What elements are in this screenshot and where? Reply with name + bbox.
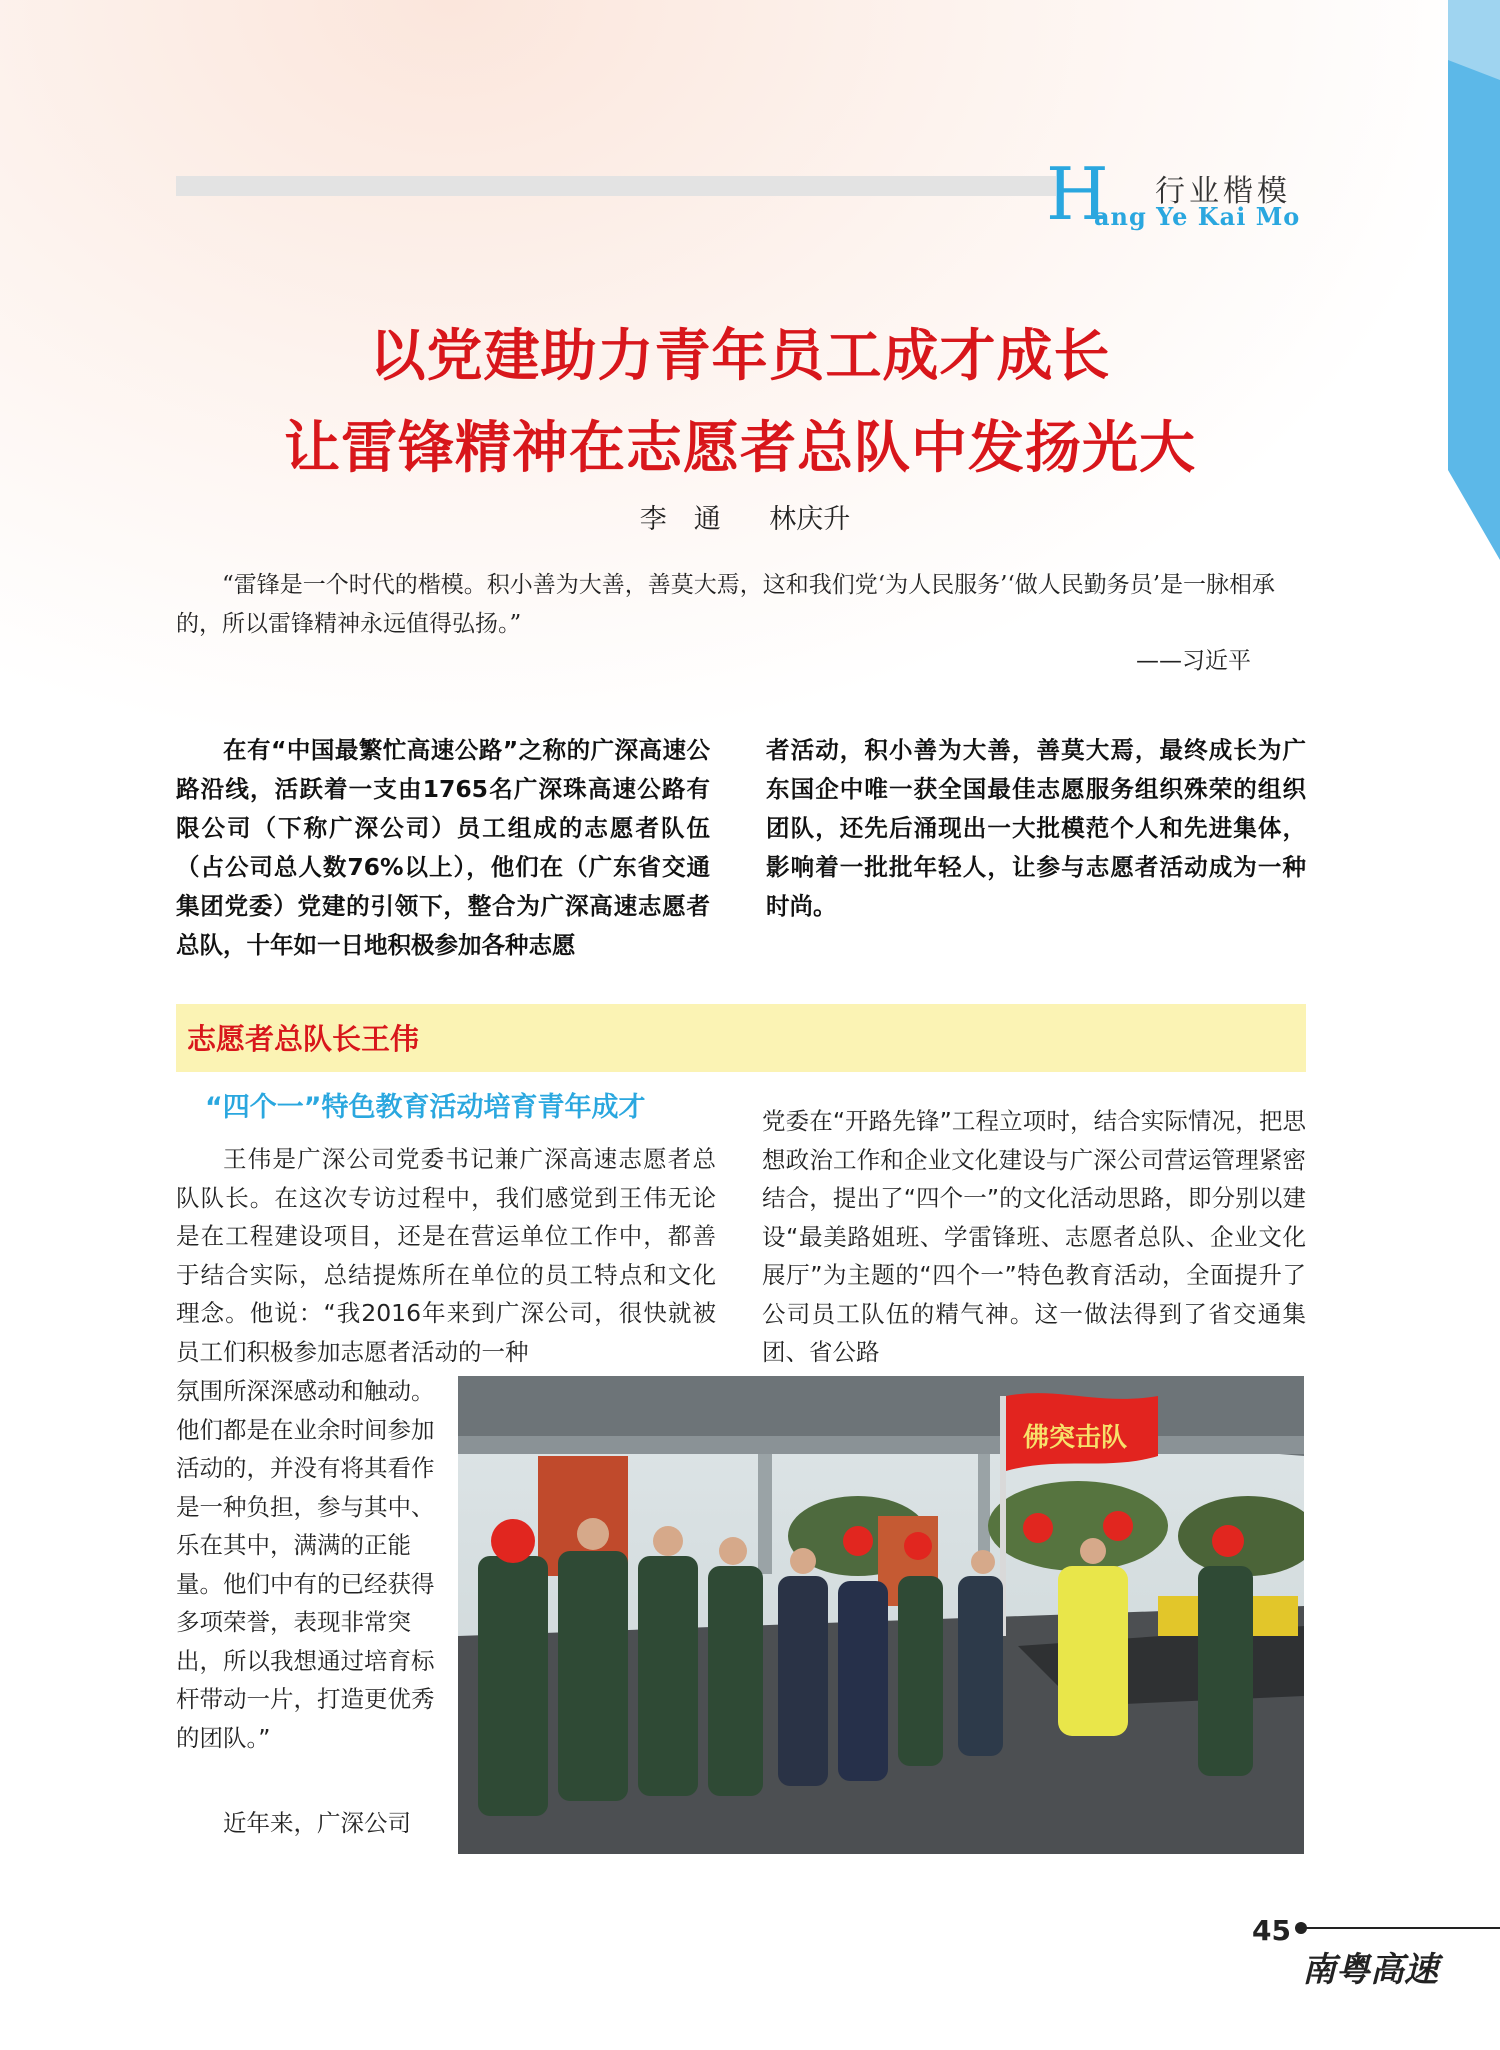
byline: [0, 497, 1490, 536]
article-title-line2: 让雷锋精神在志愿者总队中发扬光大: [284, 415, 1196, 481]
flag-text: 佛突击队: [1023, 1423, 1128, 1453]
intro-paragraph-left: 在有“中国最繁忙高速公路”之称的广深高速公路沿线，活跃着一支由1765名广深珠高速公路有限公司（下称广深公司）员工组成的志愿者队伍（占公司总人数76%以上），他们在（广东省交通集团党委）党建的引领下，整合为广深高速志愿者总队，十年如一日地积极参加各种志愿: [176, 736, 710, 959]
author-name: 林庆升: [769, 504, 851, 535]
footer-rule: [1305, 1927, 1500, 1929]
body-paragraph-wrap: 氛围所深深感动和触动。他们都是在业余时间参加活动的，并没有将其看作是一种负担，参与其中、乐在其中，满满的正能量。他们中有的已经获得多项荣誉，表现非常突出，所以我想通过培育标杆带动一片，打造更优秀的团队。”: [176, 1377, 435, 1752]
body-paragraph-right: 党委在“开路先锋”工程立项时，结合实际情况，把思想政治工作和企业文化建设与广深公司营运管理紧密结合，提出了“四个一”的文化活动思路，即分别以建设“最美路姐班、学雷锋班、志愿者总队、企业文化展厅”为主题的“四个一”特色教育活动，全面提升了公司员工队伍的精气神。这一做法得到了省交通集团、省公路: [762, 1107, 1306, 1366]
body-paragraph: 王伟是广深公司党委书记兼广深高速志愿者总队队长。在这次专访过程中，我们感觉到王伟无论是在工程建设项目，还是在营运单位工作中，都善于结合实际，总结提炼所在单位的员工特点和文化理念。他说：“我2016年来到广深公司，很快就被员工们积极参加志愿者活动的一种: [176, 1145, 716, 1366]
epigraph-source: ——习近平: [1136, 648, 1251, 674]
header-rule: [176, 176, 1056, 196]
volunteer-team-photo: [458, 1376, 1304, 1854]
photo-illustration: [458, 1376, 1304, 1854]
author-name: 李 通: [639, 504, 721, 535]
intro-paragraph-right: 者活动，积小善为大善，善莫大焉，最终成长为广东国企中唯一获全国最佳志愿服务组织殊荣的组织团队，还先后涌现出一大批模范个人和先进集体，影响着一批批年轻人，让参与志愿者活动成为一种时尚。: [766, 736, 1306, 920]
page-number: 45: [1252, 1914, 1291, 1947]
section-label-en: ang Ye Kai Mo: [1094, 202, 1301, 231]
subheading: “四个一”特色教育活动培育青年成才: [205, 1092, 646, 1123]
epigraph-quote: “雷锋是一个时代的楷模。积小善为大善，善莫大焉，这和我们党‘为人民服务’‘做人民勤务员’是一脉相承的，所以雷锋精神永远值得弘扬。”: [176, 572, 1276, 637]
section-initial: H: [1046, 152, 1109, 236]
section-heading: 志愿者总队长王伟: [187, 1022, 420, 1056]
section-label-cn: 行业楷模: [1155, 174, 1291, 209]
body-paragraph-continued: 近年来，广深公司: [223, 1809, 411, 1837]
article-title-line1: 以党建助力青年员工成才成长: [369, 323, 1111, 389]
magazine-logo: 南粤高速: [1302, 1950, 1438, 1990]
